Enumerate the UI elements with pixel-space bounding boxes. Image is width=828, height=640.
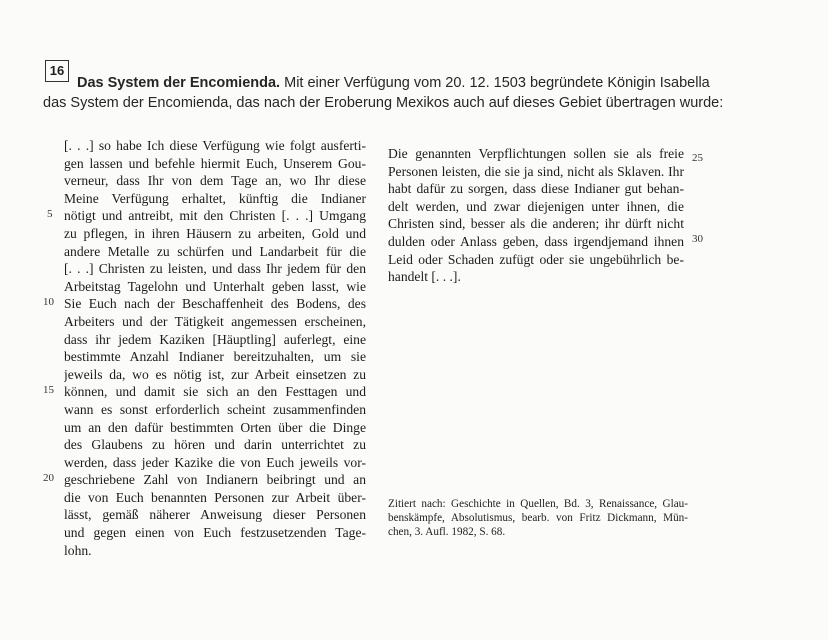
text-line: Arbeitstag Tagelohn und Unterhalt geben lasst, wie bbox=[64, 278, 366, 294]
right-text-column bbox=[388, 145, 684, 286]
text-line: Meine Verfügung erhaltet, künftig die Indianer bbox=[64, 190, 366, 206]
line-number: 5 bbox=[47, 208, 53, 220]
text-line: Sie Euch nach der Beschaffenheit des Bodens, des bbox=[64, 296, 366, 312]
text-line: wann es sonst erforderlich scheint zusammenfinden bbox=[64, 401, 366, 417]
source-number-box: 16 bbox=[45, 60, 69, 82]
line-number: 25 bbox=[692, 152, 703, 164]
text-line: gen lassen und befehle hiermit Euch, Unserem Gou- bbox=[64, 155, 366, 171]
text-line: jeweils da, wo es nötig ist, zur Arbeit einsetzen zu bbox=[64, 366, 366, 382]
text-line: lässt, gemäß näherer Anweisung dieser Personen bbox=[64, 507, 366, 523]
text-line: verneur, dass Ihr von dem Tage an, wo Ihr diese bbox=[64, 173, 366, 189]
line-number: 30 bbox=[692, 233, 703, 245]
text-line: Die genannten Verpflichtungen sollen sie als freie bbox=[388, 146, 684, 161]
text-line: zu pflegen, in ihren Häusern zu arbeiten, Gold und bbox=[64, 225, 366, 241]
text-line: die von Euch benannten Personen zur Arbeit über- bbox=[64, 489, 366, 505]
text-line: lohn. bbox=[64, 542, 92, 558]
text-line: können, und damit sie sich an den Festtagen und bbox=[64, 384, 366, 400]
text-line: [. . .] so habe Ich diese Verfügung wie folgt ausferti- bbox=[64, 138, 366, 153]
text-line: um an den dafür bestimmten Orten über die Dinge bbox=[64, 419, 366, 435]
text-line: andere Metalle zu schürfen und Landarbeit für die bbox=[64, 243, 366, 259]
citation bbox=[388, 497, 688, 539]
text-line: handelt [. . .]. bbox=[388, 269, 461, 285]
line-number: 20 bbox=[43, 472, 54, 484]
citation-line: benskämpfe, Absolutismus, bearb. von Fritz Dickmann, Mün- bbox=[388, 512, 688, 524]
line-number: 15 bbox=[43, 384, 54, 396]
text-line: Leid oder Schaden zufügt oder sie ungebührlich be- bbox=[388, 251, 684, 267]
text-line: Christen sind, besser als die anderen; ihr dürft nicht bbox=[388, 216, 684, 232]
citation-line: chen, 3. Aufl. 1982, S. 68. bbox=[388, 526, 506, 538]
text-line: Personen leisten, die sie ja sind, nicht als Sklaven. Ihr bbox=[388, 163, 684, 179]
text-line: und gegen einen von Euch festzusetzenden Tage- bbox=[64, 525, 366, 541]
text-line: habt dafür zu sorgen, dass diese Indianer gut behan- bbox=[388, 181, 684, 197]
citation-line: Zitiert nach: Geschichte in Quellen, Bd. 3, Renaissance, Glau- bbox=[388, 498, 688, 510]
line-number: 10 bbox=[43, 296, 54, 308]
text-line: nötigt und antreibt, mit den Christen [. . .] Umgang bbox=[64, 208, 366, 224]
source-title: Das System der Encomienda. bbox=[77, 75, 281, 91]
source-heading bbox=[43, 74, 733, 113]
text-line: werden, dass jeder Kazike die von Euch jeweils vor- bbox=[64, 454, 366, 470]
text-line: des Glaubens zu hören und darin unterrichtet zu bbox=[64, 437, 366, 453]
text-line: bestimmte Anzahl Indianer bereitzuhalten, um sie bbox=[64, 349, 366, 365]
text-line: Arbeiters und der Tätigkeit angemessen erscheinen, bbox=[64, 313, 366, 329]
text-line: dass ihr jedem Kaziken [Häuptling] auferlegt, eine bbox=[64, 331, 366, 347]
text-line: dulden oder Anlass geben, dass irgendjemand ihnen bbox=[388, 233, 684, 249]
text-line: delt werden, und zwar diejenigen unter ihnen, die bbox=[388, 198, 684, 214]
text-line: [. . .] Christen zu leisten, und dass Ihr jedem für den bbox=[64, 261, 366, 277]
source-intro: Mit einer Verfügung vom 20. 12. 1503 begründete Königin Isabella das System der Encomienda, das nach der Eroberung Mexikos auch auf dieses Gebiet übertragen wurde: bbox=[43, 75, 724, 111]
text-line: geschriebene Zahl von Indianern beibringt und an bbox=[64, 472, 366, 488]
left-text-column bbox=[64, 137, 366, 559]
